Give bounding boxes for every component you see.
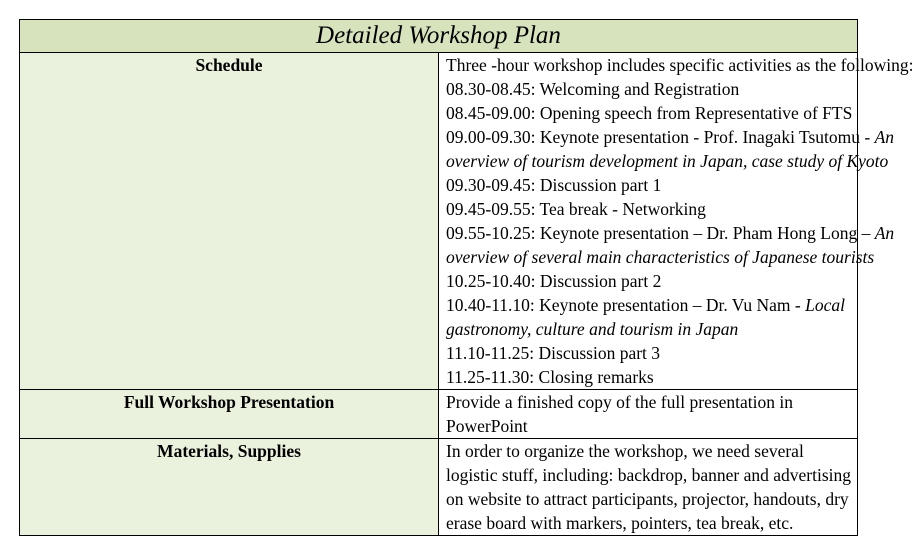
schedule-item: 11.10-11.25: Discussion part 3 <box>446 343 661 363</box>
schedule-content <box>439 53 914 390</box>
schedule-item: 09.45-09.55: Tea break - Networking <box>446 199 706 219</box>
presentation-content: Provide a finished copy of the full presentation in PowerPoint <box>439 390 858 439</box>
schedule-item <box>446 221 895 245</box>
schedule-item-italic: gastronomy, culture and tourism in Japan <box>446 319 739 339</box>
schedule-item: 09.30-09.45: Discussion part 1 <box>446 175 662 195</box>
schedule-item-italic: overview of several main characteristics of Japanese tourists <box>446 247 875 267</box>
schedule-item: 10.25-10.40: Discussion part 2 <box>446 271 662 291</box>
workshop-plan-table <box>19 19 914 536</box>
title-row <box>20 20 858 53</box>
schedule-item-italic: Local <box>805 295 845 315</box>
presentation-row <box>20 390 858 439</box>
schedule-item-text: 10.40-11.10: Keynote presentation – Dr. Vu Nam - <box>446 295 806 315</box>
materials-label: Materials, Supplies <box>20 439 439 536</box>
materials-row <box>20 439 858 536</box>
schedule-intro: Three -hour workshop includes specific activities as the following: <box>446 55 914 75</box>
schedule-row <box>20 53 858 390</box>
schedule-item-italic: overview of tourism development in Japan, case study of Kyoto <box>446 151 889 171</box>
table-title: Detailed Workshop Plan <box>20 20 858 53</box>
schedule-item-italic: An <box>874 223 895 243</box>
schedule-label: Schedule <box>20 53 439 390</box>
materials-content <box>439 439 858 536</box>
schedule-item-italic: An <box>874 127 895 147</box>
schedule-item-text: 09.55-10.25: Keynote presentation – Dr. Pham Hong Long – <box>446 223 875 243</box>
schedule-item-text: 09.00-09.30: Keynote presentation - Prof. Inagaki Tsutomu - <box>446 127 875 147</box>
schedule-item: 11.25-11.30: Closing remarks <box>446 367 654 387</box>
presentation-label: Full Workshop Presentation <box>20 390 439 439</box>
schedule-item: 08.30-08.45: Welcoming and Registration <box>446 79 740 99</box>
schedule-item <box>446 293 853 317</box>
materials-text: In order to organize the workshop, we need several logistic stuff, including: backdrop, banner and advertising on website to attract participants, projector, handouts, dry erase board with markers, pointers, tea break, etc. <box>446 441 852 533</box>
schedule-item <box>446 125 895 149</box>
schedule-item: 08.45-09.00: Opening speech from Representative of FTS <box>446 103 853 123</box>
